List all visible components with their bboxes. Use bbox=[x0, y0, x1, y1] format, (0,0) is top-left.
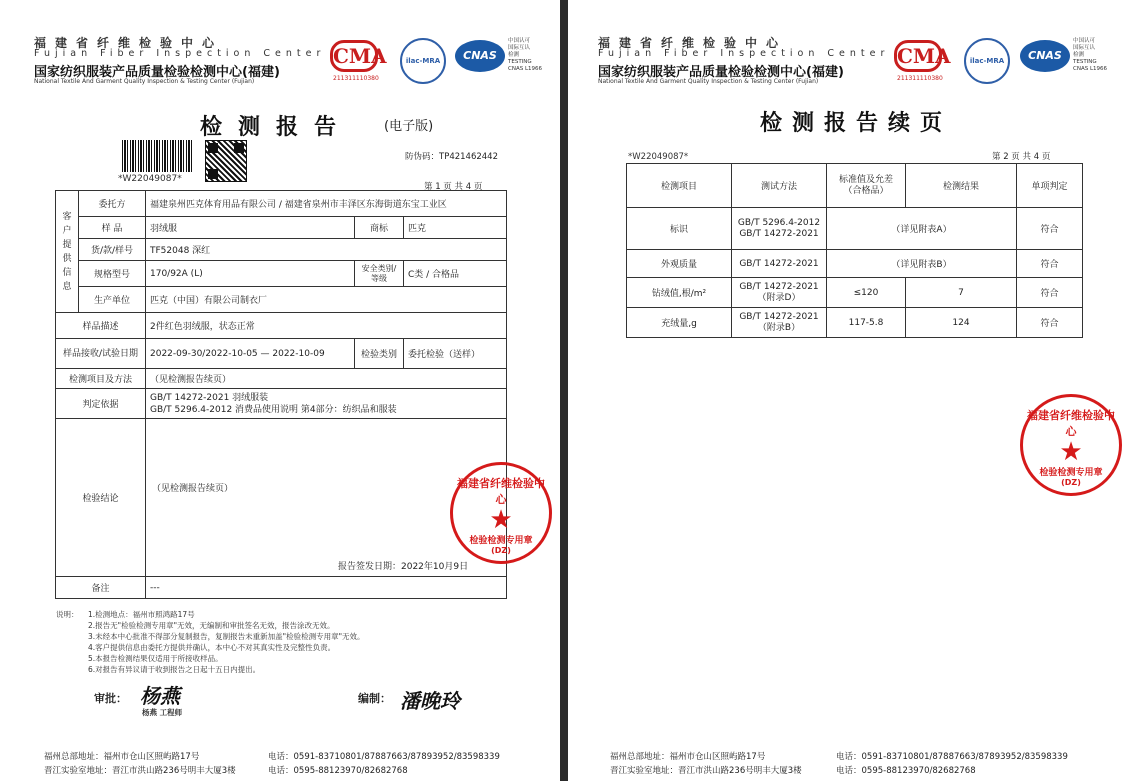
cnas-side-line: CNAS L1966 bbox=[1073, 66, 1108, 72]
seal-purpose: 检验检测专用章 bbox=[1039, 468, 1103, 478]
conclusion-value: （见检测报告续页） bbox=[152, 484, 234, 494]
cell-verdict: 符合 bbox=[1017, 250, 1083, 278]
report-title-note: (电子版) bbox=[384, 119, 434, 134]
footer-jj-phone-value: 0595-88123970/82682768 bbox=[293, 766, 408, 776]
seal-purpose: 检验检测专用章 bbox=[469, 536, 533, 546]
cnas-side-line: 检测 bbox=[508, 52, 520, 58]
cell-verdict: 符合 bbox=[1017, 308, 1083, 338]
items-label: 检测项目及方法 bbox=[56, 369, 146, 389]
note-item: 2.报告无"检验检测专用章"无效，无编制和审批签名无效，报告涂改无效。 bbox=[88, 621, 335, 630]
report-page-2 bbox=[568, 0, 1124, 781]
org-name-en: Fujian Fiber Inspection Center bbox=[598, 48, 890, 59]
national-center-name-en: National Textile And Garment Quality Inspection & Testing Center (Fujian) bbox=[34, 78, 255, 85]
cell-method: GB/T 5296.4-2012 GB/T 14272-2021 bbox=[732, 208, 827, 250]
basis-line: GB/T 5296.4-2012 消费品使用说明 第4部分：纺织品和服装 bbox=[150, 404, 397, 415]
brand-label: 商标 bbox=[355, 217, 404, 239]
col-header: 检测结果 bbox=[906, 164, 1017, 208]
footer-jj-label: 晋江实验室地址： bbox=[610, 766, 679, 776]
footer-hq-phone bbox=[836, 750, 1068, 762]
date-value: 2022-09-30/2022-10-05 — 2022-10-09 bbox=[146, 339, 355, 369]
cell-verdict: 符合 bbox=[1017, 278, 1083, 308]
anti-fake-code: 防伪码：TP421462442 bbox=[405, 152, 498, 162]
footer-hq-phone-value: 0591-83710801/87887663/87893952/83598339 bbox=[861, 752, 1068, 762]
ilac-logo: ilac-MRA bbox=[964, 38, 1010, 84]
footer-hq-phone-label: 电话： bbox=[836, 752, 862, 762]
approve-label: 审批： bbox=[94, 692, 127, 705]
footer-hq-phone bbox=[268, 750, 500, 762]
date-label: 样品接收/试验日期 bbox=[56, 339, 146, 369]
client-label: 委托方 bbox=[79, 191, 146, 217]
cell-item: 标识 bbox=[627, 208, 732, 250]
national-center-name-en: National Textile And Garment Quality Inspection & Testing Center (Fujian) bbox=[598, 78, 819, 85]
inspection-seal bbox=[450, 462, 552, 564]
cnas-side-line: CNAS L1966 bbox=[508, 66, 543, 72]
cnas-side-line: 中国认可 bbox=[508, 38, 531, 44]
seal-org: 福建省纤维检验中心 bbox=[457, 477, 545, 506]
cell-item: 充绒量,g bbox=[627, 308, 732, 338]
footer-jj-phone-value: 0595-88123970/82682768 bbox=[861, 766, 976, 776]
cell-std: ≤120 bbox=[827, 278, 906, 308]
col-header: 单项判定 bbox=[1017, 164, 1083, 208]
cell-verdict: 符合 bbox=[1017, 208, 1083, 250]
spec-value: 170/92A (L) bbox=[146, 261, 355, 287]
cell-method: GB/T 14272-2021 （附录B） bbox=[732, 308, 827, 338]
report-info-table bbox=[55, 190, 507, 599]
cma-number: 211311110380 bbox=[897, 75, 943, 82]
cnas-side-text bbox=[1073, 38, 1107, 73]
footer-jj bbox=[44, 764, 236, 776]
report-title: 检测报告 bbox=[200, 115, 353, 140]
basis-value bbox=[146, 389, 507, 419]
cnas-side-line: 检测 bbox=[1073, 52, 1085, 58]
item-no-label: 货/款/样号 bbox=[79, 239, 146, 261]
items-value: （见检测报告续页） bbox=[146, 369, 507, 389]
footer-hq-label: 福州总部地址： bbox=[44, 752, 104, 762]
maker-value: 匹克（中国）有限公司制衣厂 bbox=[146, 287, 507, 313]
org-name-cn: 福建省纤维检验中心 bbox=[34, 36, 224, 50]
cnas-side-line: TESTING bbox=[1073, 59, 1097, 65]
cma-number: 211311110380 bbox=[333, 75, 379, 82]
note-item: 3.未经本中心批准不得部分复制报告，复制报告未重新加盖"检验检测专用章"无效。 bbox=[88, 632, 365, 641]
table-row bbox=[627, 308, 1083, 338]
barcode-number: *W22049087* bbox=[118, 174, 182, 184]
cnas-side-text bbox=[508, 38, 542, 73]
continuation-title: 检测报告续页 bbox=[760, 111, 953, 136]
seal-star-icon: ★ bbox=[1059, 437, 1083, 467]
footer-hq-value: 福州市仓山区照屿路17号 bbox=[103, 752, 200, 762]
footer-jj-phone-label: 电话： bbox=[836, 766, 862, 776]
footer-jj-value: 晋江市洪山路236号明丰大厦3楼 bbox=[678, 766, 802, 776]
cell-item: 外观质量 bbox=[627, 250, 732, 278]
maker-label: 生产单位 bbox=[79, 287, 146, 313]
notes-label: 说明： bbox=[56, 610, 79, 619]
conclusion-label: 检验结论 bbox=[56, 419, 146, 577]
footer-jj bbox=[610, 764, 802, 776]
basis-line: GB/T 14272-2021 羽绒服装 bbox=[150, 392, 269, 403]
issue-date: 报告签发日期：2022年10月9日 bbox=[338, 562, 469, 572]
qr-code bbox=[205, 140, 247, 182]
cell-result: （详见附表B） bbox=[827, 250, 1017, 278]
report-page-1 bbox=[0, 0, 560, 781]
cnas-side-line: 中国认可 bbox=[1073, 38, 1096, 44]
spec-label: 规格型号 bbox=[79, 261, 146, 287]
table-row bbox=[627, 278, 1083, 308]
footer-jj-value: 晋江市洪山路236号明丰大厦3楼 bbox=[112, 766, 236, 776]
org-name-cn: 福建省纤维检验中心 bbox=[598, 36, 788, 50]
footer-jj-label: 晋江实验室地址： bbox=[44, 766, 113, 776]
inspection-seal bbox=[1020, 394, 1122, 496]
footer-hq-phone-value: 0591-83710801/87887663/87893952/83598339 bbox=[293, 752, 500, 762]
table-row bbox=[627, 208, 1083, 250]
desc-value: 2件红色羽绒服，状态正常 bbox=[146, 313, 507, 339]
sample-label: 样 品 bbox=[79, 217, 146, 239]
footer-hq bbox=[44, 750, 199, 762]
basis-label: 判定依据 bbox=[56, 389, 146, 419]
seal-star-icon: ★ bbox=[489, 505, 513, 535]
cma-logo: CMA bbox=[330, 40, 378, 72]
ilac-logo: ilac-MRA bbox=[400, 38, 446, 84]
cma-logo: CMA bbox=[894, 40, 942, 72]
footer-jj-phone-label: 电话： bbox=[268, 766, 294, 776]
approve-signature: 杨燕 bbox=[140, 684, 180, 708]
footer-hq-phone-label: 电话： bbox=[268, 752, 294, 762]
cell-result: 7 bbox=[906, 278, 1017, 308]
item-no-value: TF52048 深红 bbox=[146, 239, 507, 261]
national-center-name: 国家纺织服装产品质量检验检测中心(福建) bbox=[598, 65, 844, 80]
col-header: 标准值及允差 （合格品） bbox=[827, 164, 906, 208]
cnas-side-line: 国际互认 bbox=[508, 45, 531, 51]
org-name-en: Fujian Fiber Inspection Center bbox=[34, 48, 326, 59]
barcode-number: *W22049087* bbox=[628, 152, 689, 162]
sample-value: 羽绒服 bbox=[146, 217, 355, 239]
cell-method: GB/T 14272-2021 bbox=[732, 250, 827, 278]
note-item: 4.客户提供信息由委托方提供并确认，本中心不对其真实性及完整性负责。 bbox=[88, 643, 336, 652]
footer-hq-label: 福州总部地址： bbox=[610, 752, 670, 762]
cnas-side-line: TESTING bbox=[508, 59, 532, 65]
notes-list bbox=[88, 609, 365, 675]
cell-method: GB/T 14272-2021 （附录D） bbox=[732, 278, 827, 308]
compile-signature: 潘晚玲 bbox=[400, 689, 460, 713]
seal-org: 福建省纤维检验中心 bbox=[1027, 409, 1115, 438]
desc-label: 样品描述 bbox=[56, 313, 146, 339]
client-info-side-label: 客户提供信息 bbox=[56, 191, 79, 313]
approve-title: 杨燕 工程师 bbox=[142, 708, 183, 717]
footer-jj-phone bbox=[836, 764, 976, 776]
note-item: 1.检测地点：福州市照鸿路17号 bbox=[88, 610, 195, 619]
safety-value: C类 / 合格品 bbox=[404, 261, 507, 287]
national-center-name: 国家纺织服装产品质量检验检测中心(福建) bbox=[34, 65, 280, 80]
note-item: 5.本报告检测结果仅适用于所接收样品。 bbox=[88, 654, 223, 663]
compile-label: 编制： bbox=[358, 692, 391, 705]
cnas-logo: CNAS bbox=[1020, 40, 1070, 72]
page-number: 第 2 页 共 4 页 bbox=[992, 152, 1051, 162]
cell-std: 117-5.8 bbox=[827, 308, 906, 338]
note-item: 6.对报告有异议请于收到报告之日起十五日内提出。 bbox=[88, 665, 261, 674]
cell-result: 124 bbox=[906, 308, 1017, 338]
table-row bbox=[627, 250, 1083, 278]
test-results-table bbox=[626, 163, 1083, 338]
inspect-type-value: 委托检验（送样） bbox=[404, 339, 507, 369]
footer-jj-phone bbox=[268, 764, 408, 776]
remark-label: 备注 bbox=[56, 577, 146, 599]
page-number: 第 1 页 共 4 页 bbox=[424, 182, 483, 192]
col-header: 检测项目 bbox=[627, 164, 732, 208]
seal-code: (DZ) bbox=[1061, 478, 1081, 487]
client-value: 福建泉州匹克体育用品有限公司 / 福建省泉州市丰泽区东海街道东宝工业区 bbox=[146, 191, 507, 217]
brand-value: 匹克 bbox=[404, 217, 507, 239]
col-header: 测试方法 bbox=[732, 164, 827, 208]
inspect-type-label: 检验类别 bbox=[355, 339, 404, 369]
safety-label: 安全类别/等级 bbox=[355, 261, 404, 287]
barcode bbox=[122, 140, 194, 172]
cnas-logo: CNAS bbox=[455, 40, 505, 72]
cell-result: （详见附表A） bbox=[827, 208, 1017, 250]
cnas-side-line: 国际互认 bbox=[1073, 45, 1096, 51]
remark-value: --- bbox=[146, 577, 507, 599]
footer-hq bbox=[610, 750, 765, 762]
seal-code: (DZ) bbox=[491, 546, 511, 555]
footer-hq-value: 福州市仓山区照屿路17号 bbox=[669, 752, 766, 762]
cell-item: 钻绒值,根/m² bbox=[627, 278, 732, 308]
page-gap bbox=[560, 0, 568, 781]
